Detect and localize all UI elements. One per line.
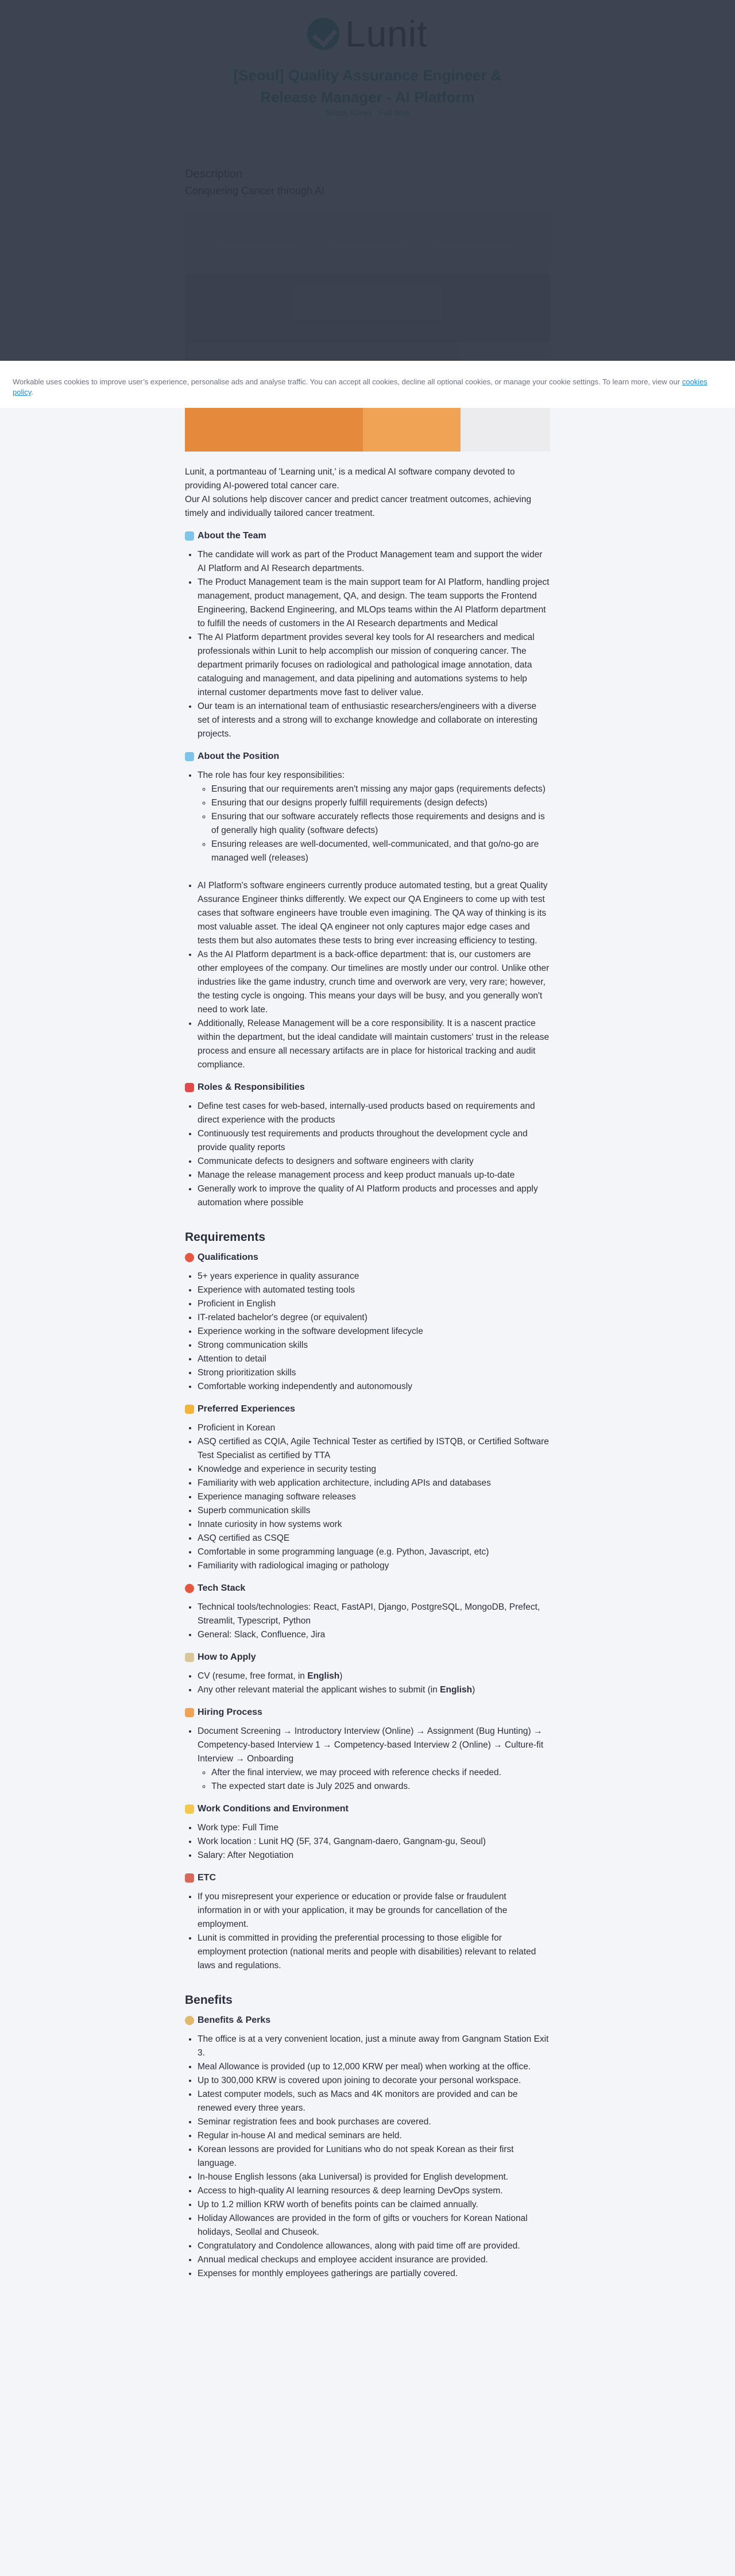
qualifications-heading [185, 1251, 550, 1264]
list-item: • Annual medical checkups and employee accident insurance are provided. [198, 2253, 550, 2267]
list-item: • Access to high-quality AI learning resources & deep learning DevOps system. [198, 2184, 550, 2198]
list-item-text: Any other relevant material the applicant wishes to submit (in [198, 1685, 440, 1695]
list-item: ◦ The expected start date is July 2025 and onwards. [211, 1780, 550, 1794]
list-item: • AI Platform's software engineers currently produce automated testing, but a great Quality Assurance Engineer thinks differently. We expect our QA Engineers to come up with test cases that software engineers have trouble even imagining. The QA way of thinking is its most valuable asset. The ideal QA engineer not only captures major edge cases and tests them but also automates these tests to bring ever increasing efficiency to testing. [198, 879, 550, 948]
pencil-icon [185, 1873, 194, 1883]
list-item: • Congratulatory and Condolence allowances, along with paid time off are provided. [198, 2239, 550, 2253]
benefits-perks-heading [185, 2014, 550, 2027]
list-item: • 5+ years experience in quality assurance [198, 1270, 550, 1283]
list-item: • Korean lessons are provided for Lunitians who do not speak Korean as their first language. [198, 2143, 550, 2170]
list-item: • Comfortable in some programming language (e.g. Python, Javascript, etc) [198, 1545, 550, 1559]
trophy-icon [185, 1405, 194, 1414]
list-item: ◦ Ensuring that our requirements aren't missing any major gaps (requirements defects) [211, 782, 550, 796]
speech-bubble-icon [185, 531, 194, 541]
list-item [198, 1683, 550, 1697]
benefits-list [185, 2033, 550, 2281]
about-team-list [185, 548, 550, 741]
speech-bubble-icon [185, 752, 194, 761]
list-item: ◦ Ensuring that our designs properly fulfill requirements (design defects) [211, 796, 550, 810]
list-item-text: CV (resume, free format, in [198, 1671, 308, 1681]
list-item: ◦ After the final interview, we may proceed with reference checks if needed. [211, 1766, 550, 1780]
list-item-bold: English [307, 1671, 340, 1681]
list-item: • Holiday Allowances are provided in the form of gifts or vouchers for Korean National holidays, Seollal and Chuseok. [198, 2212, 550, 2239]
roles-heading-text: Roles & Responsibilities [198, 1082, 305, 1092]
list-item: • Additionally, Release Management will be a core responsibility. It is a nascent practice within the department, but the ideal candidate will maintain customers' trust in the release process and ensure all necessary artifacts are in place for historical tracking and audit compliance. [198, 1017, 550, 1072]
qualifications-list [185, 1270, 550, 1394]
list-item: • General: Slack, Confluence, Jira [198, 1628, 550, 1642]
list-item: • The candidate will work as part of the Product Management team and support the wider AI Platform and AI Research departments. [198, 548, 550, 576]
tech-stack-list [185, 1601, 550, 1642]
preferred-list [185, 1421, 550, 1573]
list-item-text: Document Screening → Introductory Interview (Online) → Assignment (Bug Hunting) → Competency-based Interview 1 → Competency-based Interview 2 (Online) → Culture-fit Interview → Onboarding [198, 1726, 544, 1764]
list-item-text: ) [339, 1671, 343, 1681]
list-item: • Proficient in English [198, 1297, 550, 1311]
list-item: • If you misrepresent your experience or education or provide false or fraudulent information in or with your application, it may be grounds for cancellation of the employment. [198, 1890, 550, 1931]
work-conditions-heading [185, 1803, 550, 1815]
list-item: • Lunit is committed in providing the preferential processing to those eligible for employment protection (national merits and people with disabilities) relevant to related laws and regulations. [198, 1931, 550, 1973]
list-item: • Seminar registration fees and book purchases are covered. [198, 2115, 550, 2129]
list-item: • Strong communication skills [198, 1339, 550, 1352]
list-item: • Strong prioritization skills [198, 1366, 550, 1380]
list-item: • Familiarity with radiological imaging or pathology [198, 1559, 550, 1573]
target-icon [185, 1584, 194, 1593]
about-team-heading-text: About the Team [198, 531, 266, 541]
cookie-banner-message: Workable uses cookies to improve user’s experience, personalise ads and analyse traffic. You can accept all cookies, decline all optional cookies, or manage your cookie settings. To learn more, view our [13, 377, 680, 386]
list-item: ◦ Ensuring that our software accurately reflects those requirements and designs and is of generally high quality (software defects) [211, 810, 550, 838]
about-position-list [185, 769, 550, 1072]
about-position-heading-text: About the Position [198, 751, 280, 761]
list-item: • Communicate defects to designers and software engineers with clarity [198, 1155, 550, 1169]
list-item: • Proficient in Korean [198, 1421, 550, 1435]
list-item: • Salary: After Negotiation [198, 1849, 550, 1862]
list-item: • Attention to detail [198, 1352, 550, 1366]
person-icon [185, 2016, 194, 2025]
etc-heading-text: ETC [198, 1873, 216, 1883]
list-item [198, 769, 550, 879]
list-item: • Our team is an international team of enthusiastic researchers/engineers with a diverse set of interests and a strong will to exchange knowledge and collaborate on interesting projects. [198, 700, 550, 741]
list-item: • ASQ certified as CQIA, Agile Technical Tester as certified by ISTQB, or Certified Software Test Specialist as certified by TTA [198, 1435, 550, 1463]
list-item: • Continuously test requirements and products throughout the development cycle and provide quality reports [198, 1127, 550, 1155]
list-item: • The Product Management team is the main support team for AI Platform, handling project management, product management, QA, and design. The team supports the Frontend Engineering, Backend Engineering, and MLOps teams within the AI Platform department to fulfill the needs of customers in the AI Research departments and Medical [198, 576, 550, 631]
hiring-process-heading [185, 1706, 550, 1719]
list-item: • Work type: Full Time [198, 1821, 550, 1835]
list-item [198, 1669, 550, 1683]
list-item: • Knowledge and experience in security testing [198, 1463, 550, 1476]
list-item [198, 1725, 550, 1794]
intro-paragraph [185, 465, 550, 520]
list-item: • Comfortable working independently and autonomously [198, 1380, 550, 1394]
list-item: • Innate curiosity in how systems work [198, 1518, 550, 1532]
list-item: • As the AI Platform department is a back-office department: that is, our customers are other employees of the company. Our timelines are mostly under our control. Unlike other industries like the game industry, crunch time and overwork are very, very rare; however, the testing cycle is ongoing. This means your days will be busy, and you generally won't need to work late. [198, 948, 550, 1017]
list-item: • Up to 1.2 million KRW worth of benefits points can be claimed annually. [198, 2198, 550, 2212]
target-icon [185, 1253, 194, 1262]
list-item: • Define test cases for web-based, internally-used products based on requirements and direct experience with the products [198, 1100, 550, 1127]
benefits-heading: Benefits [185, 1993, 233, 2007]
preferred-heading [185, 1403, 550, 1416]
list-item: • In-house English lessons (aka Luniversal) is provided for English development. [198, 2170, 550, 2184]
list-item: • The office is at a very convenient location, just a minute away from Gangnam Station Exit 3. [198, 2033, 550, 2060]
roles-list [185, 1100, 550, 1210]
about-team-heading [185, 530, 550, 542]
hiring-process-heading-text: Hiring Process [198, 1707, 262, 1717]
list-item-text: ) [472, 1685, 475, 1695]
hiring-process-list [185, 1725, 550, 1794]
roles-heading [185, 1081, 550, 1094]
list-item: ◦ Ensuring releases are well-documented, well-communicated, and that go/no-go are managed well (releases) [211, 838, 550, 865]
tech-stack-heading [185, 1582, 550, 1595]
list-item: • Experience working in the software development lifecycle [198, 1325, 550, 1339]
list-item: • Up to 300,000 KRW is covered upon joining to decorate your personal workspace. [198, 2074, 550, 2088]
hiring-sublist [198, 1766, 550, 1794]
benefits-perks-heading-text: Benefits & Perks [198, 2015, 271, 2025]
walking-person-icon [185, 1708, 194, 1717]
etc-list [185, 1890, 550, 1973]
list-item-bold: English [440, 1685, 473, 1695]
list-item: • Expenses for monthly employees gatherings are partially covered. [198, 2267, 550, 2281]
red-flag-icon [185, 1083, 194, 1092]
list-item: • Manage the release management process and keep product manuals up-to-date [198, 1169, 550, 1182]
cookie-banner-text [13, 377, 713, 398]
list-item: • Technical tools/technologies: React, FastAPI, Django, PostgreSQL, MongoDB, Prefect, Streamlit, Typescript, Python [198, 1601, 550, 1628]
preferred-heading-text: Preferred Experiences [198, 1404, 295, 1414]
intro-line-1: Lunit, a portmanteau of 'Learning unit,' is a medical AI software company devoted to providing AI-powered total cancer care. [185, 467, 515, 491]
list-item: • Generally work to improve the quality of AI Platform products and processes and apply automation where possible [198, 1182, 550, 1210]
list-item: • Familiarity with web application architecture, including APIs and databases [198, 1476, 550, 1490]
work-conditions-heading-text: Work Conditions and Environment [198, 1804, 349, 1814]
folder-icon [185, 1804, 194, 1814]
list-item: • The AI Platform department provides several key tools for AI researchers and medical professionals within Lunit to help accomplish our mission of conquering cancer. The department primarily focuses on radiological and pathological image annotation, data cataloguing and management, and data pipelining and automations systems to help internal customer departments move fast to deliver value. [198, 631, 550, 700]
how-to-apply-list [185, 1669, 550, 1697]
modal-overlay[interactable] [0, 0, 735, 361]
requirements-heading: Requirements [185, 1231, 266, 1244]
responsibilities-sublist [198, 782, 550, 865]
list-item: • Meal Allowance is provided (up to 12,000 KRW per meal) when working at the office. [198, 2060, 550, 2074]
list-item: • Superb communication skills [198, 1504, 550, 1518]
how-to-apply-heading-text: How to Apply [198, 1652, 256, 1662]
tech-stack-heading-text: Tech Stack [198, 1583, 246, 1593]
cookie-banner [0, 361, 735, 408]
cookies-policy-link[interactable]: cookies policy [13, 377, 707, 396]
intro-line-2: Our AI solutions help discover cancer and predict cancer treatment outcomes, achieving timely and individually tailored cancer treatment. [185, 495, 532, 518]
memo-icon [185, 1653, 194, 1662]
list-item: • Experience managing software releases [198, 1490, 550, 1504]
how-to-apply-heading [185, 1651, 550, 1664]
list-item: • Experience with automated testing tools [198, 1283, 550, 1297]
qualifications-heading-text: Qualifications [198, 1252, 258, 1262]
list-item: • ASQ certified as CSQE [198, 1532, 550, 1545]
list-item: • Regular in-house AI and medical seminars are held. [198, 2129, 550, 2143]
etc-heading [185, 1872, 550, 1884]
job-description-content [185, 465, 550, 2285]
work-conditions-list [185, 1821, 550, 1862]
list-item-text: The role has four key responsibilities: [198, 770, 345, 780]
about-position-heading [185, 750, 550, 763]
list-item: • Latest computer models, such as Macs and 4K monitors are provided and can be renewed every three years. [198, 2088, 550, 2115]
list-item: • IT-related bachelor's degree (or equivalent) [198, 1311, 550, 1325]
list-item: • Work location : Lunit HQ (5F, 374, Gangnam-daero, Gangnam-gu, Seoul) [198, 1835, 550, 1849]
cookie-banner-suffix: . [31, 388, 33, 396]
